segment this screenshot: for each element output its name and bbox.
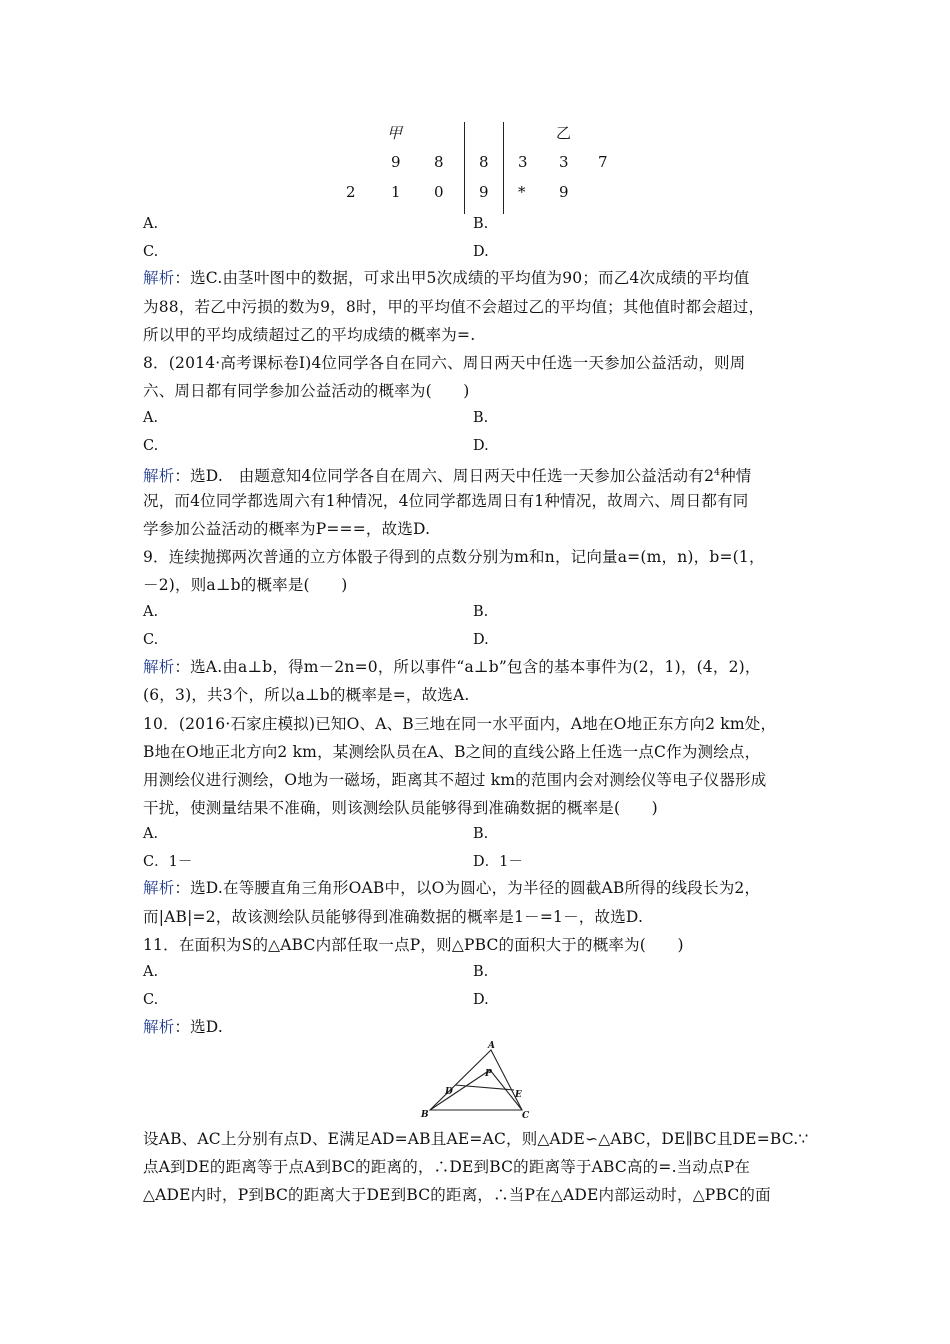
q9-analysis-line1: 解析：选A.由a⊥b，得m－2n=0，所以事件“a⊥b”包含的基本事件为(2，1)，(4，2)，	[143, 658, 761, 676]
q9-stem-line2: －2)，则a⊥b的概率是( )	[143, 576, 348, 594]
q10-stem-line2: B地在O地正北方向2 km，某测绘队员在A、B之间的直线公路上任选一点C作为测绘点，	[143, 743, 761, 761]
q11-option-d: D.	[473, 992, 489, 1008]
q7-analysis-line3: 所以甲的平均成绩超过乙的平均成绩的概率为=.	[143, 326, 476, 344]
q9-option-c: C.	[143, 632, 159, 648]
q7-option-d: D.	[473, 244, 489, 260]
analysis-label: 解析	[143, 1018, 175, 1036]
q8-analysis-line1: 解析：选D. 由题意知4位同学各自在周六、周日两天中任选一天参加公益活动有$2^4$种情	[143, 467, 752, 486]
stem-leaf-right-label: 乙	[556, 124, 572, 142]
q9-option-d: D.	[473, 632, 489, 648]
label-p: P	[485, 1069, 492, 1079]
q8-stem-line1: 8．(2014·高考课标卷Ⅰ)4位同学各自在同六、周日两天中任选一天参加公益活动，则周	[143, 354, 746, 372]
q10-stem-line3: 用测绘仪进行测绘，O地为一磁场，距离其不超过 km的范围内会对测绘仪等电子仪器形成	[143, 771, 767, 789]
q8-option-d: D.	[473, 438, 489, 454]
q10-option-d: D．1－	[473, 854, 523, 870]
q8-stem-line2: 六、周日都有同学参加公益活动的概率为( )	[143, 382, 470, 400]
stem-leaf-left-label: 甲	[387, 124, 403, 142]
stem-divider-left	[464, 122, 465, 214]
q11-body-line2: 点A到DE的距离等于点A到BC的距离的，∴DE到BC的距离等于ABC高的=.当动点P在	[143, 1158, 751, 1176]
q8-analysis-line2: 况，而4位同学都选周六有1种情况，4位同学都选周日有1种情况，故周六、周日都有同	[143, 492, 749, 510]
leaf-right-r1-3: 7	[598, 153, 608, 171]
analysis-label: 解析	[143, 879, 175, 897]
q11-option-b: B.	[473, 964, 489, 980]
q7-analysis-line2: 为88，若乙中污损的数为9，8时，甲的平均值不会超过乙的平均值；其他值时都会超过，	[143, 298, 765, 316]
q9-option-a: A.	[143, 604, 159, 620]
leaf-left-r2-1: 2	[346, 183, 356, 201]
q9-option-b: B.	[473, 604, 489, 620]
leaf-right-r1-2: 3	[559, 153, 569, 171]
stem-r1: 8	[479, 153, 489, 171]
stem-r2: 9	[479, 183, 489, 201]
leaf-left-r2-3: 0	[434, 183, 444, 201]
leaf-right-r1-1: 3	[518, 153, 528, 171]
q7-option-b: B.	[473, 216, 489, 232]
q7-analysis-line1: 解析：选C.由茎叶图中的数据，可求出甲5次成绩的平均值为90；而乙4次成绩的平均值	[143, 269, 750, 287]
q8-option-a: A.	[143, 410, 159, 426]
leaf-left-r1-2: 8	[434, 153, 444, 171]
analysis-label: 解析	[143, 269, 175, 287]
q8-option-c: C.	[143, 438, 159, 454]
q11-body-line3: △ADE内时，P到BC的距离大于DE到BC的距离，∴当P在△ADE内部运动时，△PBC的面	[143, 1186, 771, 1204]
label-e: E	[515, 1090, 522, 1100]
analysis-label: 解析	[143, 658, 175, 676]
segment-pb	[430, 1070, 490, 1110]
label-c: C	[522, 1111, 530, 1120]
q10-stem-line4: 干扰，使测量结果不准确，则该测绘队员能够得到准确数据的概率是( )	[143, 799, 658, 817]
q9-analysis-line2: (6，3)，共3个，所以a⊥b的概率是=，故选A.	[143, 686, 470, 704]
leaf-right-r2-2: 9	[559, 183, 569, 201]
q9-stem-line1: 9．连续抛掷两次普通的立方体骰子得到的点数分别为m和n，记向量a=(m，n)，b=(1，	[143, 548, 765, 566]
triangle-figure	[418, 1040, 538, 1120]
q11-analysis-line1: 解析：选D.	[143, 1018, 224, 1036]
q8-option-b: B.	[473, 410, 489, 426]
q10-option-b: B.	[473, 826, 489, 842]
q10-analysis-line2: 而|AB|=2，故该测绘队员能够得到准确数据的概率是1－=1－，故选D.	[143, 908, 644, 926]
q7-option-a: A.	[143, 216, 159, 232]
stem-divider-right	[503, 122, 504, 214]
q7-option-c: C.	[143, 244, 159, 260]
q8-analysis-line3: 学参加公益活动的概率为P===，故选D.	[143, 520, 431, 538]
leaf-right-r2-1: *	[518, 183, 526, 201]
label-b: B	[421, 1110, 429, 1120]
leaf-left-r2-2: 1	[391, 183, 401, 201]
q11-option-c: C.	[143, 992, 159, 1008]
analysis-label: 解析	[143, 467, 175, 486]
q11-stem-line1: 11．在面积为S的△ABC内部任取一点P，则△PBC的面积大于的概率为( )	[143, 936, 684, 954]
label-a: A	[488, 1041, 495, 1051]
q10-stem-line1: 10．(2016·石家庄模拟)已知O、A、B三地在同一水平面内，A地在O地正东方向2 km处，	[143, 715, 777, 733]
q10-analysis-line1: 解析：选D.在等腰直角三角形OAB中，以O为圆心，为半径的圆截AB所得的线段长为2，	[143, 879, 761, 897]
label-d: D	[445, 1087, 453, 1097]
leaf-left-r1-1: 9	[391, 153, 401, 171]
q11-body-line1: 设AB、AC上分别有点D、E满足AD=AB且AE=AC，则△ADE∽△ABC，DE∥BC且DE=BC.∵	[143, 1130, 809, 1148]
q10-option-c: C．1－	[143, 854, 193, 870]
q10-option-a: A.	[143, 826, 159, 842]
q11-option-a: A.	[143, 964, 159, 980]
